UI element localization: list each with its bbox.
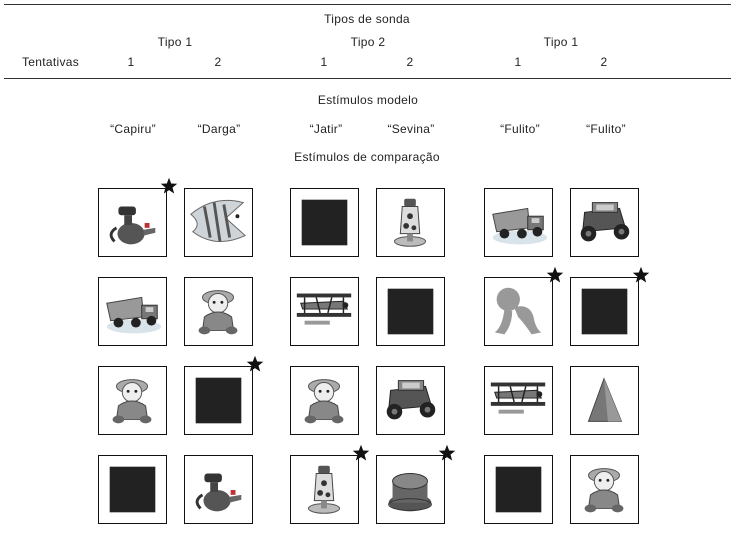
correct-choice-star-icon [632,266,650,284]
comparison-stimulus-card [290,277,359,346]
comparison-stimulus-card [290,188,359,257]
correct-choice-star-icon [546,266,564,284]
correct-choice-star-icon [438,444,456,462]
comparison-stimulus-card [484,188,553,257]
comparison-stimulus-card [98,366,167,435]
comparison-stimulus-card [376,455,445,524]
comparison-stimulus-card [570,277,639,346]
type-label-2: Tipo 2 [350,35,386,49]
trial-number: 1 [514,55,522,69]
comparison-stimulus-card [376,366,445,435]
trials-row-label: Tentativas [22,55,80,69]
comparison-stimulus-card [376,188,445,257]
comparison-stimulus-card [98,455,167,524]
comparison-stimulus-card [570,455,639,524]
comparison-stimuli-title: Estímulos de comparação [294,150,440,164]
mid-rule [4,78,731,79]
comparison-stimulus-card [570,366,639,435]
correct-choice-star-icon [352,444,370,462]
comparison-stimulus-card [484,277,553,346]
comparison-stimulus-card [376,277,445,346]
sample-word: “Fulito” [586,122,626,136]
trial-number: 1 [127,55,135,69]
comparison-stimulus-card [98,188,167,257]
comparison-stimulus-card [184,366,253,435]
comparison-stimulus-card [290,366,359,435]
trial-number: 2 [406,55,414,69]
probe-types-title: Tipos de sonda [324,12,410,26]
comparison-stimulus-card [98,277,167,346]
comparison-stimulus-card [290,455,359,524]
top-rule [4,4,731,5]
type-label-1: Tipo 1 [157,35,193,49]
correct-choice-star-icon [160,177,178,195]
trial-number: 2 [600,55,608,69]
trial-number: 2 [214,55,222,69]
comparison-stimulus-card [484,366,553,435]
sample-word: “Capiru” [110,122,156,136]
comparison-stimulus-card [184,277,253,346]
correct-choice-star-icon [246,355,264,373]
sample-word: “Jatir” [309,122,343,136]
comparison-stimulus-card [484,455,553,524]
comparison-stimulus-card [184,188,253,257]
type-label-3: Tipo 1 [543,35,579,49]
trial-number: 1 [320,55,328,69]
sample-word: “Sevina” [387,122,435,136]
sample-stimuli-title: Estímulos modelo [317,93,419,107]
comparison-stimulus-card [184,455,253,524]
sample-word: “Fulito” [500,122,540,136]
sample-word: “Darga” [197,122,241,136]
comparison-stimulus-card [570,188,639,257]
